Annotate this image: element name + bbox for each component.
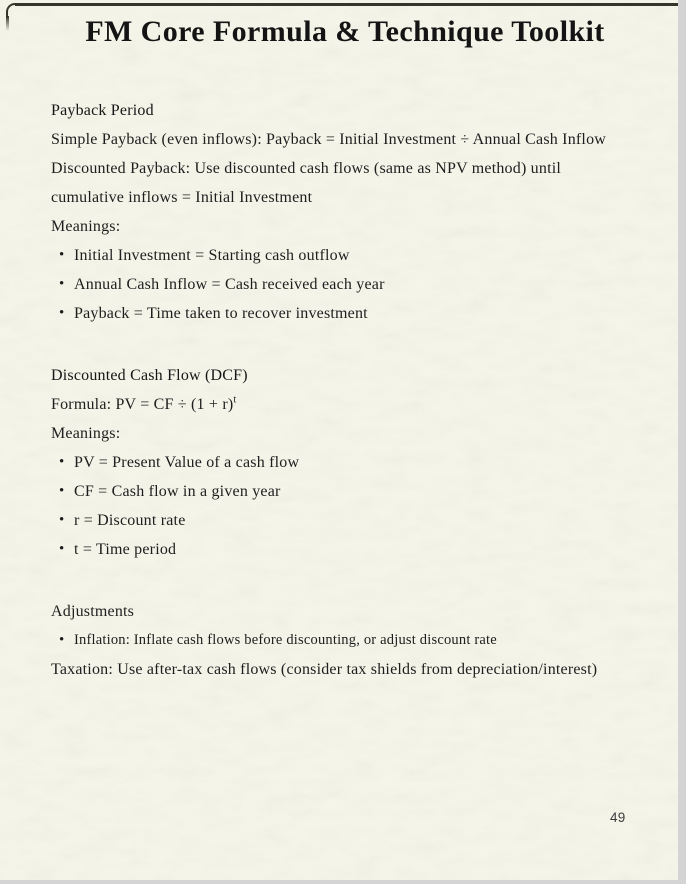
bullet-list — [51, 241, 611, 328]
paragraph: Taxation: Use after-tax cash flows (consider tax shields from depreciation⁠/⁠interest) — [51, 661, 598, 678]
bullet-item: • PV = Present Value of a cash flow — [51, 448, 611, 477]
section-heading: Payback Period — [51, 102, 154, 119]
page-title: FM Core Formula & Technique Toolkit — [85, 15, 605, 48]
bullet-item: • Annual Cash Inflow = Cash received each year — [51, 270, 611, 299]
bullet-item: • CF = Cash flow in a given year — [51, 477, 611, 506]
bullet-item: • Inflation: Inflate cash flows before discounting, or adjust discount rate — [51, 626, 611, 655]
bullet-item: • Initial Investment = Starting cash outflow — [51, 241, 611, 270]
section-payback-period — [51, 96, 611, 328]
section-adjustments — [51, 597, 611, 684]
section-heading: Adjustments — [51, 603, 135, 620]
formula-text: Formula: PV = CF ÷ (1 + r) — [51, 396, 234, 413]
bullet-item: • Payback = Time taken to recover investment — [51, 299, 611, 328]
formula-line — [51, 390, 611, 419]
bullet-list — [51, 626, 611, 655]
section-dcf — [51, 361, 611, 564]
paragraph: Discounted Payback: Use discounted cash flows (same as NPV method) until cumulative inflows = Initial Investment — [51, 160, 562, 206]
formula-superscript: t — [233, 394, 237, 406]
page-top-edge-line — [15, 3, 678, 6]
bullet-item: • r = Discount rate — [51, 506, 611, 535]
bullet-list — [51, 448, 611, 564]
meanings-label: Meanings: — [51, 218, 121, 235]
section-heading: Discounted Cash Flow (DCF) — [51, 367, 248, 384]
meanings-label: Meanings: — [51, 425, 121, 442]
page-number: 49 — [610, 810, 626, 825]
bullet-item: • t = Time period — [51, 535, 611, 564]
paragraph: Simple Payback (even inflows): Payback = Initial Investment ÷ Annual Cash Inflow — [51, 131, 607, 148]
page-content — [51, 96, 611, 684]
